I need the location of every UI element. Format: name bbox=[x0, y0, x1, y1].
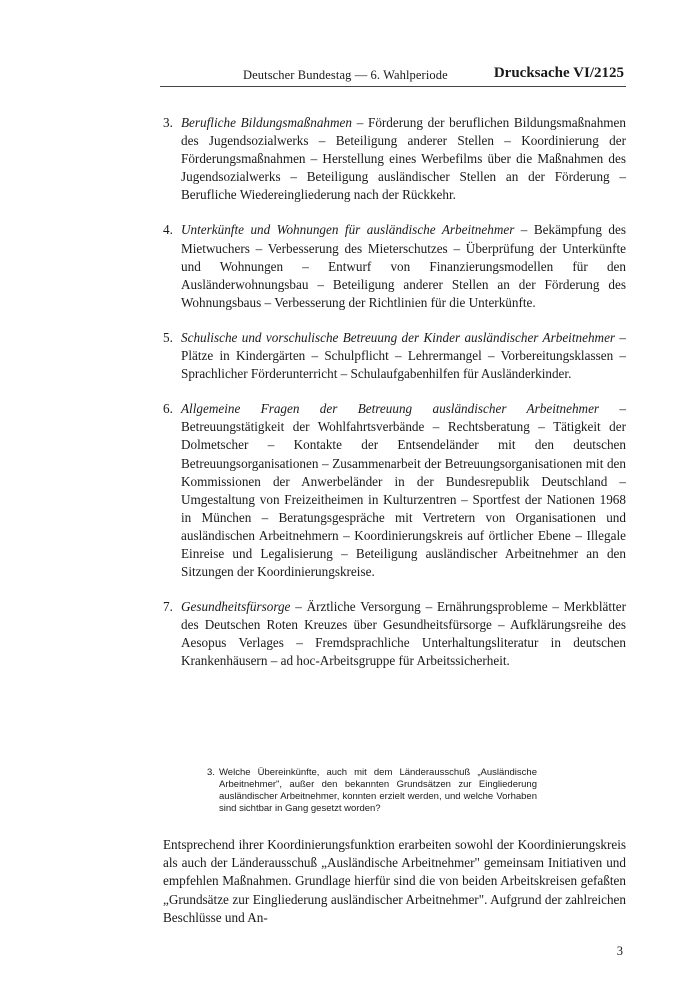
list-item bbox=[163, 400, 626, 581]
item-title: Allgemeine Fragen der Betreuung ausländischer Arbeitnehmer bbox=[181, 401, 600, 417]
list-item bbox=[163, 114, 626, 204]
page-header bbox=[0, 64, 700, 88]
list-item bbox=[163, 329, 626, 383]
header-document-number: Drucksache VI/2125 bbox=[493, 65, 624, 81]
question-text: Welche Übereinkünfte, auch mit dem Länderausschuß „Ausländische Arbeitnehmer", außer den bekannten Grundsätzen zur Eingliederung ausländischer Arbeitnehmer, konnten erzielt werden, und welche Vorhaben sind sichtbar in Gang gesetzt worden? bbox=[219, 767, 537, 814]
item-text: – Ärztliche Versorgung – Ernährungsprobleme – Merkblätter des Deutschen Roten Kreuzes über Gesundheitsfürsorge – Aufklärungsreihe des Aesopus Verlages – Fremdsprachliche Unterhaltungsliteratur in deutschen Krankenhäusern – ad hoc-Arbeitsgruppe für Arbeitssicherheit. bbox=[181, 599, 626, 669]
item-number: 6. bbox=[163, 401, 173, 417]
item-title: Berufliche Bildungsmaßnahmen bbox=[181, 115, 352, 130]
item-title: Gesundheitsfürsorge bbox=[181, 599, 291, 615]
header-publication: Deutscher Bundestag — 6. Wahlperiode bbox=[243, 68, 448, 82]
header-rule bbox=[160, 86, 626, 87]
list-item bbox=[163, 221, 626, 311]
item-number: 7. bbox=[163, 599, 173, 615]
item-text: – Betreuungstätigkeit der Wohlfahrtsverbände – Rechtsberatung – Tätigkeit der Dolmetscher – Kontakte der Entsendeländer mit den deutschen Betreuungsorganisationen – Zusammenarbeit der Betreuungsorganisationen mit den Kommissionen der Anwerbeländer in der Bundesrepublik Deutschland – Umgestaltung von Freizeitheimen in Kulturzentren – Sportfest der Nationen 1968 in München – Beratungsgespräche mit Vertretern von Organisationen und ausländischen Arbeitnehmern – Koordinierungskreis auf örtlicher Ebene – Illegale Einreise und Legalisierung – Beteiligung ausländischer Arbeitnehmer an den Sitzungen der Koordinierungskreise. bbox=[181, 401, 626, 580]
item-text: – Bekämpfung des Mietwuchers – Verbesserung des Mieterschutzes – Überprüfung der Unterkünfte und Wohnungen – Entwurf von Finanzierungsmodellen für den Ausländerwohnungsbau – Beteiligung anderer Stellen an der Förderung des Wohnungsbaus – Verbesserung der Richtlinien für die Unterkünfte. bbox=[181, 222, 626, 310]
question-block bbox=[207, 767, 537, 815]
item-text: – Plätze in Kindergärten – Schulpflicht – Lehrermangel – Vorbereitungsklassen – Sprachlicher Förderunterricht – Schulaufgabenhilfen für Ausländerkinder. bbox=[181, 329, 627, 382]
item-title: Schulische und vorschulische Betreuung der Kinder ausländischer Arbeitnehmer bbox=[181, 329, 616, 345]
page-number: 3 bbox=[616, 944, 623, 958]
item-title: Unterkünfte und Wohnungen für ausländische Arbeitnehmer bbox=[181, 222, 515, 238]
list-item bbox=[163, 598, 626, 670]
topic-list bbox=[163, 114, 626, 688]
answer-paragraph: Entsprechend ihrer Koordinierungsfunktion erarbeiten sowohl der Koordinierungskreis als auch der Länderausschuß „Ausländische Arbeitnehmer" gemeinsam Initiativen und empfehlen Maßnahmen. Grundlage hierfür sind die von beiden Arbeitskreisen gefaßten „Grundsätze zur Eingliederung ausländischer Arbeitnehmer". Aufgrund der zahlreichen Beschlüsse und An- bbox=[163, 837, 626, 925]
question-number: 3. bbox=[207, 767, 215, 778]
item-number: 5. bbox=[163, 329, 173, 345]
item-text: – Förderung der beruflichen Bildungsmaßnahmen des Jugendsozialwerks – Beteiligung anderer Stellen – Koordinierung der Förderungsmaßnahmen – Herstellung eines Werbefilms über die Maßnahmen des Jugendsozialwerks – Beteiligung ausländischer Stellen an der Förderung – Berufliche Wiedereingliederung nach der Rückkehr. bbox=[181, 115, 626, 203]
item-number: 4. bbox=[163, 222, 173, 238]
item-number: 3. bbox=[163, 115, 173, 130]
